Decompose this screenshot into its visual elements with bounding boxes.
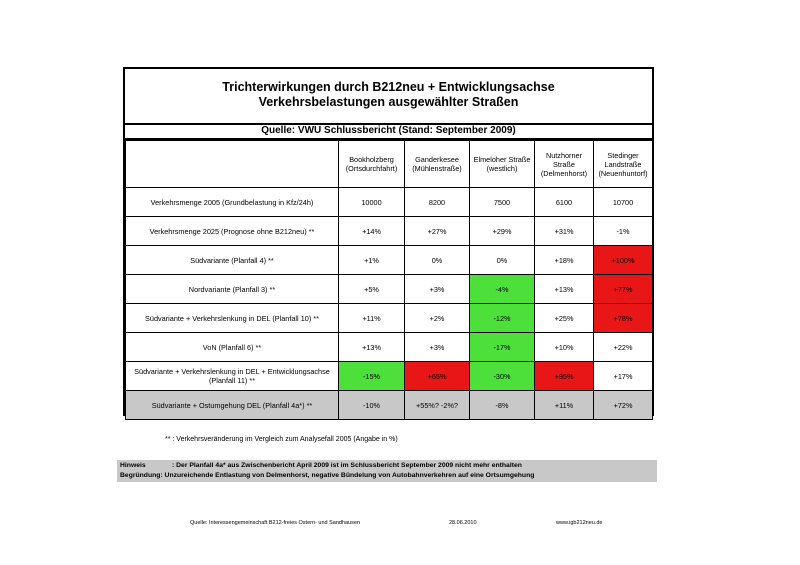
traffic-table bbox=[125, 140, 653, 420]
table-cell: 10700 bbox=[594, 188, 653, 217]
table-cell-red: +95% bbox=[535, 362, 594, 391]
row-label: Verkehrsmenge 2025 (Prognose ohne B212neu) ** bbox=[126, 217, 339, 246]
table-cell-red: +65% bbox=[405, 362, 470, 391]
table-cell: +10% bbox=[535, 333, 594, 362]
hint-box bbox=[117, 460, 657, 482]
footer-url: www.igb212neu.de bbox=[556, 520, 603, 526]
hint-reason: Begründung: Unzureichende Entlastung von Delmenhorst, negative Bündelung von Autobahnverkehren auf eine Ortsumgehung bbox=[120, 472, 535, 479]
table-cell: 6100 bbox=[535, 188, 594, 217]
column-header: Elmeloher Straße (westlich) bbox=[470, 141, 535, 188]
table-cell-green: -12% bbox=[470, 304, 535, 333]
hint-text: : Der Planfall 4a* aus Zwischenbericht April 2009 ist im Schlussbericht September 2009 nicht mehr enthalten bbox=[172, 462, 522, 469]
page-title: Trichterwirkungen durch B212neu + Entwicklungsachse bbox=[222, 80, 555, 94]
table-cell: +13% bbox=[535, 275, 594, 304]
table-cell: +72% bbox=[594, 391, 653, 420]
header-empty-cell bbox=[126, 141, 339, 188]
table-cell: +14% bbox=[339, 217, 405, 246]
table-row-grey bbox=[126, 391, 653, 420]
footer-date: 28.06.2010 bbox=[449, 520, 477, 526]
table-cell: +5% bbox=[339, 275, 405, 304]
column-header: Stedinger Landstraße (Neuenhuntorf) bbox=[594, 141, 653, 188]
footnote: ** : Verkehrsveränderung im Vergleich zum Analysefall 2005 (Angabe in %) bbox=[165, 436, 398, 443]
table-cell-red: +77% bbox=[594, 275, 653, 304]
table-cell: +11% bbox=[535, 391, 594, 420]
table-cell-green: -15% bbox=[339, 362, 405, 391]
hint-key: Hinweis bbox=[120, 462, 146, 469]
column-header: Bookholzberg (Ortsdurchfahrt) bbox=[339, 141, 405, 188]
table-cell-green: -4% bbox=[470, 275, 535, 304]
table-cell: +2% bbox=[405, 304, 470, 333]
table-cell: 8200 bbox=[405, 188, 470, 217]
table-cell: +1% bbox=[339, 246, 405, 275]
table-cell: +25% bbox=[535, 304, 594, 333]
row-label: Nordvariante (Planfall 3) ** bbox=[126, 275, 339, 304]
table-cell: +11% bbox=[339, 304, 405, 333]
results-table-frame bbox=[123, 67, 654, 416]
table-cell: 0% bbox=[470, 246, 535, 275]
table-cell: 7500 bbox=[470, 188, 535, 217]
table-cell: +17% bbox=[594, 362, 653, 391]
table-row bbox=[126, 217, 653, 246]
table-cell: +22% bbox=[594, 333, 653, 362]
table-cell-red: +78% bbox=[594, 304, 653, 333]
title-block bbox=[125, 69, 652, 125]
hint-line bbox=[120, 462, 522, 469]
table-cell: -8% bbox=[470, 391, 535, 420]
table-cell: +31% bbox=[535, 217, 594, 246]
table-row bbox=[126, 304, 653, 333]
table-cell-green: -17% bbox=[470, 333, 535, 362]
row-label: Südvariante + Ostumgehung DEL (Planfall 4a*) ** bbox=[126, 391, 339, 420]
table-row bbox=[126, 362, 653, 391]
table-row bbox=[126, 246, 653, 275]
table-row bbox=[126, 275, 653, 304]
table-cell: +18% bbox=[535, 246, 594, 275]
table-row bbox=[126, 333, 653, 362]
row-label: Südvariante + Verkehrslenkung in DEL + Entwicklungsachse (Planfall 11) ** bbox=[126, 362, 339, 391]
table-cell: +13% bbox=[339, 333, 405, 362]
table-cell: +55%? -2%? bbox=[405, 391, 470, 420]
table-cell: -1% bbox=[594, 217, 653, 246]
page-subtitle: Verkehrsbelastungen ausgewählter Straßen bbox=[258, 95, 519, 109]
table-cell: 0% bbox=[405, 246, 470, 275]
row-label: Südvariante + Verkehrslenkung in DEL (Planfall 10) ** bbox=[126, 304, 339, 333]
table-header-row bbox=[126, 141, 653, 188]
row-label: Südvariante (Planfall 4) ** bbox=[126, 246, 339, 275]
table-cell: +3% bbox=[405, 275, 470, 304]
table-cell: +3% bbox=[405, 333, 470, 362]
table-cell-red: +100% bbox=[594, 246, 653, 275]
row-label: VoN (Planfall 6) ** bbox=[126, 333, 339, 362]
source-line: Quelle: VWU Schlussbericht (Stand: September 2009) bbox=[125, 123, 652, 140]
table-cell: +29% bbox=[470, 217, 535, 246]
footer-source: Quelle: Interessengemeinschaft B212-freies Ostern- und Sandhausen bbox=[190, 520, 360, 526]
column-header: Ganderkesee (Mühlenstraße) bbox=[405, 141, 470, 188]
row-label: Verkehrsmenge 2005 (Grundbelastung in Kfz/24h) bbox=[126, 188, 339, 217]
column-header: Nutzhorner Straße (Delmenhorst) bbox=[535, 141, 594, 188]
table-cell-green: -30% bbox=[470, 362, 535, 391]
table-cell: 10000 bbox=[339, 188, 405, 217]
table-cell: +27% bbox=[405, 217, 470, 246]
table-row bbox=[126, 188, 653, 217]
table-cell: -10% bbox=[339, 391, 405, 420]
